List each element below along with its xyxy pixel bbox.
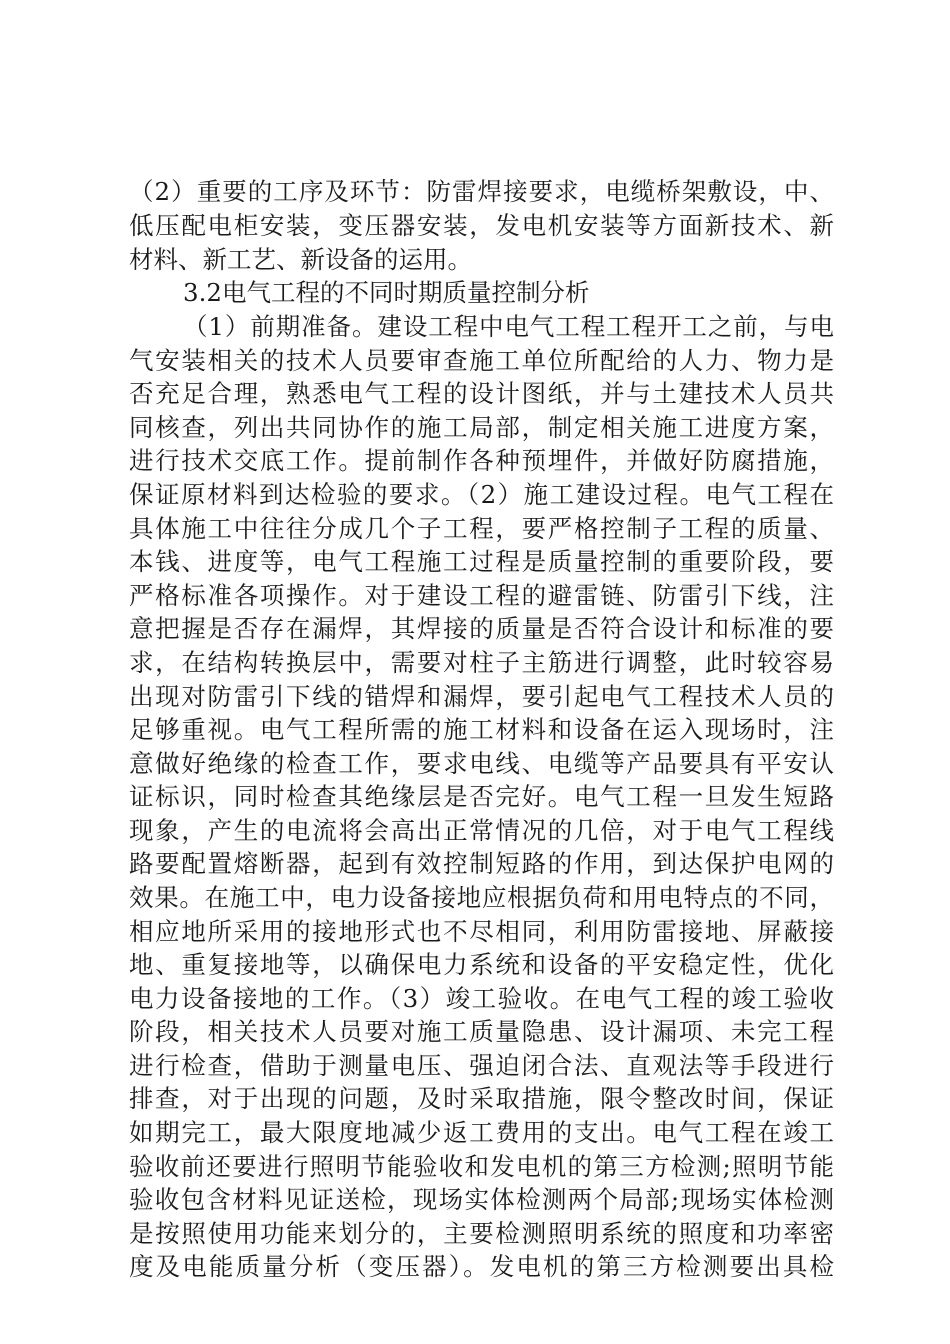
text-line: 意做好绝缘的检查工作，要求电线、电缆等产品要具有平安认 — [129, 749, 834, 778]
text-line: 效果。在施工中，电力设备接地应根据负荷和用电特点的不同， — [129, 883, 834, 912]
text-line: 验收包含材料见证送检，现场实体检测两个局部;现场实体检测 — [129, 1185, 834, 1214]
text-line: 求，在结构转换层中，需要对柱子主筋进行调整，此时较容易 — [129, 648, 834, 677]
text-line: 现象，产生的电流将会高出正常情况的几倍，对于电气工程线 — [129, 816, 834, 845]
text-line: 是按照使用功能来划分的，主要检测照明系统的照度和功率密 — [129, 1219, 834, 1248]
text-line: 严格标准各项操作。对于建设工程的避雷链、防雷引下线，注 — [129, 581, 834, 610]
text-line: 足够重视。电气工程所需的施工材料和设备在运入现场时，注 — [129, 715, 834, 744]
text-line: 保证原材料到达检验的要求。（2）施工建设过程。电气工程在 — [129, 480, 834, 509]
text-line: 低压配电柜安装，变压器安装，发电机安装等方面新技术、新 — [129, 211, 834, 240]
text-line: 排查，对于出现的问题，及时采取措施，限令整改时间，保证 — [129, 1084, 834, 1113]
text-line: 气安装相关的技术人员要审查施工单位所配给的人力、物力是 — [129, 346, 834, 375]
text-line: 阶段，相关技术人员要对施工质量隐患、设计漏项、未完工程 — [129, 1017, 834, 1046]
text-line: （2）重要的工序及环节：防雷焊接要求，电缆桥架敷设，中、 — [129, 177, 834, 206]
text-line: 意把握是否存在漏焊，其焊接的质量是否符合设计和标准的要 — [129, 614, 834, 643]
section-heading: 3.2电气工程的不同时期质量控制分析 — [183, 278, 590, 307]
text-line: （1）前期准备。建设工程中电气工程工程开工之前，与电 — [183, 312, 834, 341]
text-line: 出现对防雷引下线的错焊和漏焊，要引起电气工程技术人员的 — [129, 682, 834, 711]
text-line: 材料、新工艺、新设备的运用。 — [129, 245, 472, 274]
text-line: 度及电能质量分析（变压器）。发电机的第三方检测要出具检 — [129, 1252, 834, 1281]
text-line: 相应地所采用的接地形式也不尽相同，利用防雷接地、屏蔽接 — [129, 917, 834, 946]
text-line: 验收前还要进行照明节能验收和发电机的第三方检测;照明节能 — [129, 1152, 834, 1181]
text-line: 证标识，同时检查其绝缘层是否完好。电气工程一旦发生短路 — [129, 782, 834, 811]
text-line: 同核查，列出共同协作的施工局部，制定相关施工进度方案， — [129, 413, 834, 442]
text-line: 如期完工，最大限度地减少返工费用的支出。电气工程在竣工 — [129, 1118, 834, 1147]
text-line: 进行技术交底工作。提前制作各种预埋件，并做好防腐措施， — [129, 446, 834, 475]
text-line: 电力设备接地的工作。（3）竣工验收。在电气工程的竣工验收 — [129, 984, 834, 1013]
text-line: 否充足合理，熟悉电气工程的设计图纸，并与土建技术人员共 — [129, 379, 834, 408]
text-line: 进行检查，借助于测量电压、强迫闭合法、直观法等手段进行 — [129, 1051, 834, 1080]
text-line: 具体施工中往往分成几个子工程，要严格控制子工程的质量、 — [129, 514, 834, 543]
text-line: 地、重复接地等，以确保电力系统和设备的平安稳定性，优化 — [129, 950, 834, 979]
text-line: 本钱、进度等，电气工程施工过程是质量控制的重要阶段，要 — [129, 547, 834, 576]
text-line: 路要配置熔断器，起到有效控制短路的作用，到达保护电网的 — [129, 849, 834, 878]
